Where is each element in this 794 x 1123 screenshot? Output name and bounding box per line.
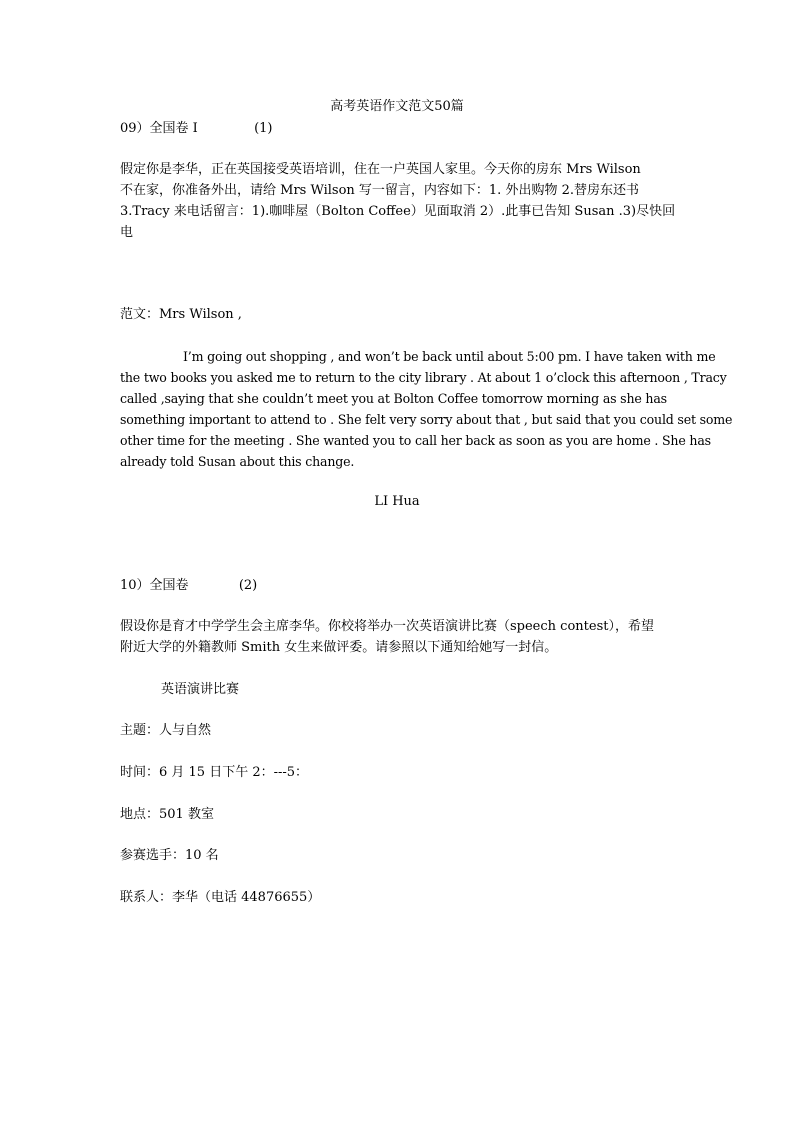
section2-heading-text: 10）全国卷 (120, 578, 189, 593)
section2-prompt-line: 假设你是育才中学学生会主席李华。你校将举办一次英语演讲比赛（speech contest），希望 (120, 619, 654, 634)
notice-item: 主题：人与自然 (120, 723, 212, 738)
model-essay-label: 范文：Mrs Wilson , (120, 307, 242, 322)
section2-heading (120, 576, 675, 596)
notice-title: 英语演讲比赛 (161, 682, 240, 697)
model-essay-line: called ,saying that she couldn’t meet you at Bolton Coffee tomorrow morning as she has (120, 391, 667, 406)
section2-heading-number: (2) (238, 578, 258, 593)
signature: LI Hua (374, 494, 420, 509)
document-title: 高考英语作文范文50篇 (330, 99, 464, 114)
section1-prompt-line: 假定你是李华，正在英国接受英语培训，住在一户英国人家里。今天你的房东 Mrs Wilson (120, 162, 641, 177)
model-essay-line: I’m going out shopping , and won’t be back until about 5:00 pm. I have taken with me (183, 349, 716, 364)
section1-heading-text: 09）全国卷 I (120, 121, 198, 136)
section1-heading (120, 119, 675, 139)
section1-heading-number: (1) (254, 121, 273, 136)
section2-prompt-line: 附近大学的外籍教师 Smith 女生来做评委。请参照以下通知给她写一封信。 (120, 640, 558, 655)
model-essay-line: other time for the meeting . She wanted you to call her back as soon as you are home . She has (120, 433, 711, 448)
model-essay-line: already told Susan about this change. (120, 454, 355, 469)
notice-item: 参赛选手：10 名 (120, 848, 219, 863)
notice-item: 时间：6 月 15 日下午 2：---5： (120, 765, 309, 780)
model-essay-line: something important to attend to . She felt very sorry about that , but said that you could set some (120, 412, 733, 427)
section1-prompt-line: 3.Tracy 来电话留言：1).咖啡屋（Bolton Coffee）见面取消 2）.此事已告知 Susan .3)尽快回 (120, 204, 676, 219)
notice-item: 地点：501 教室 (120, 807, 214, 822)
section1-prompt-line: 不在家，你准备外出，请给 Mrs Wilson 写一留言，内容如下：1. 外出购物 2.替房东还书 (120, 183, 639, 198)
notice-item: 联系人：李华（电话 44876655） (120, 890, 321, 905)
section1-prompt-line: 电 (120, 225, 134, 240)
model-essay-line: the two books you asked me to return to the city library . At about 1 o’clock this afternoon , Tracy (120, 370, 727, 385)
